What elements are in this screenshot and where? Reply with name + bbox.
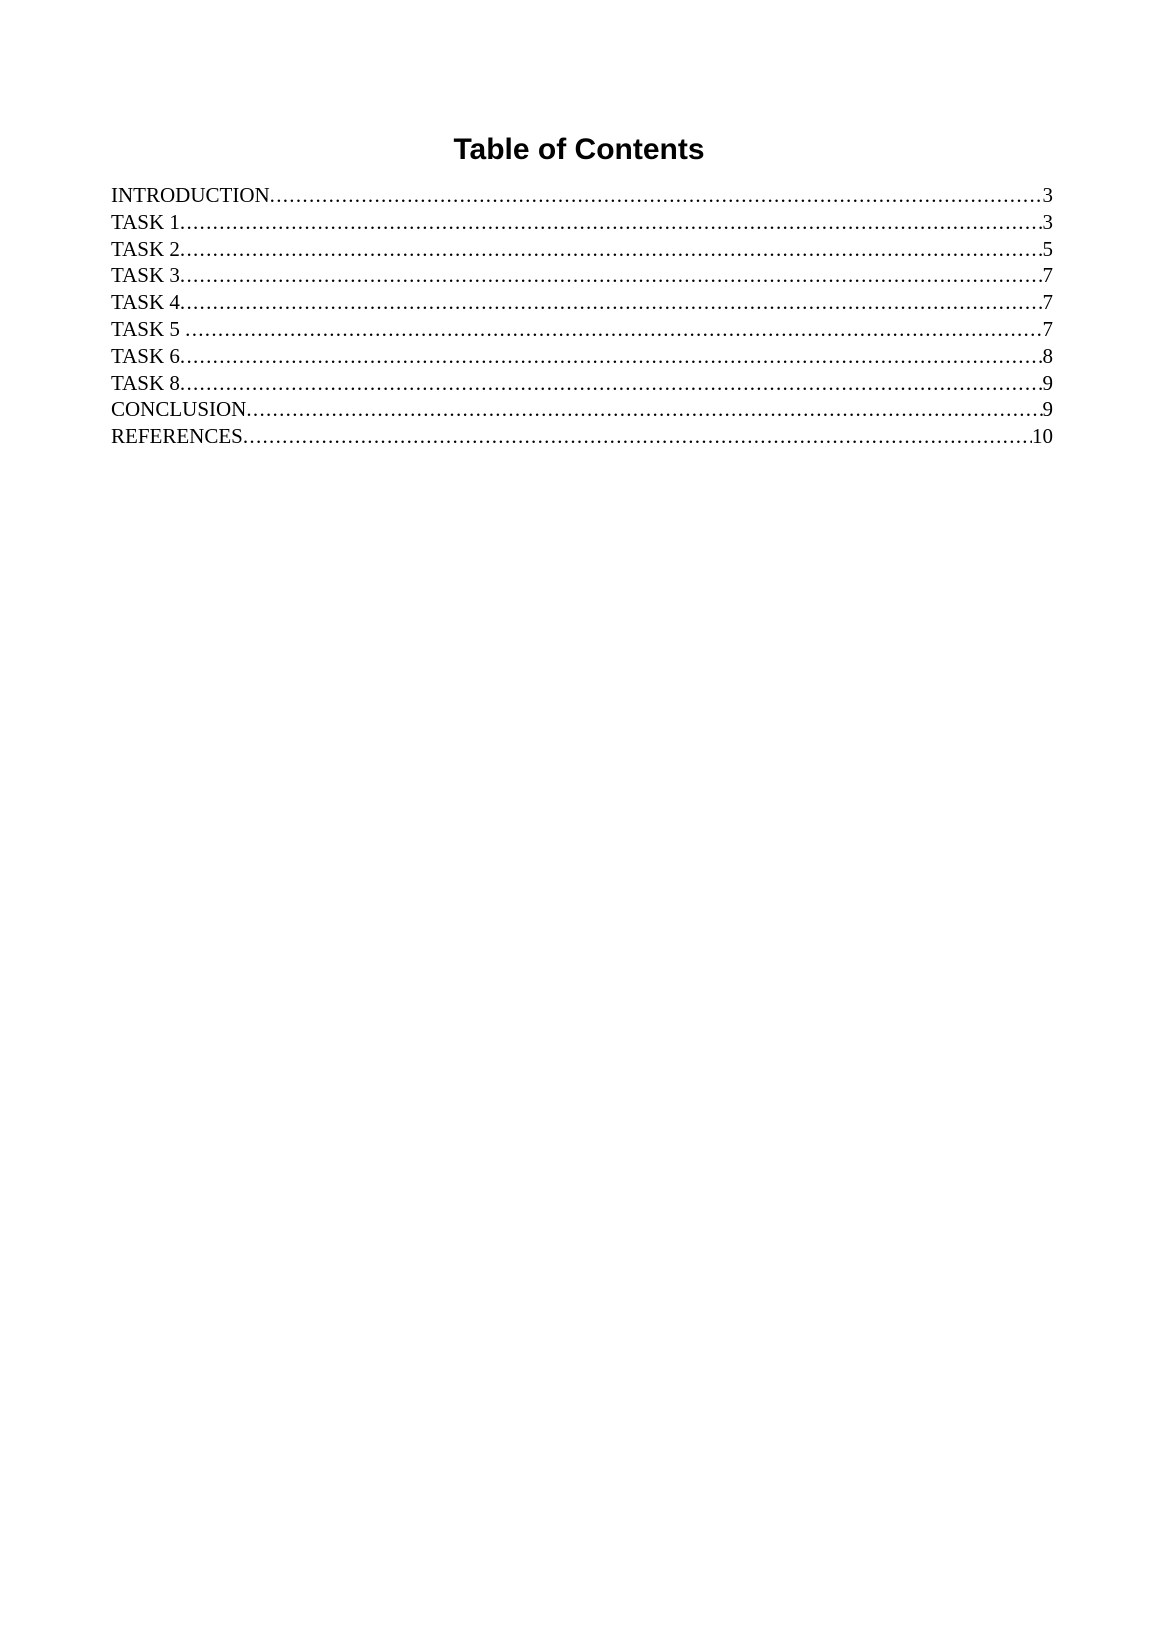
toc-entry-label: TASK 4: [111, 290, 180, 315]
toc-entry-page-number: 5: [1042, 236, 1053, 261]
toc-entry-label: REFERENCES: [111, 424, 243, 449]
toc-entry-label: TASK 6: [111, 343, 180, 368]
toc-entry-task-2[interactable]: [111, 236, 1053, 263]
toc-entry-page-number: 10: [1032, 424, 1053, 449]
toc-entry-label: CONCLUSION: [111, 397, 247, 422]
toc-entry-label: TASK 1: [111, 209, 180, 234]
toc-entry-label: TASK 3: [111, 263, 180, 288]
toc-entry-page-number: 7: [1042, 316, 1053, 341]
toc-entry-label: TASK 5: [111, 316, 186, 341]
toc-entry-page-number: 7: [1042, 263, 1053, 288]
toc-entry-page-number: 9: [1042, 370, 1053, 395]
toc-entry-label: TASK 8: [111, 370, 180, 395]
toc-entry-label: INTRODUCTION: [111, 183, 270, 207]
toc-entry-task-6[interactable]: [111, 343, 1053, 370]
toc-dot-leader: [243, 423, 1032, 450]
toc-dot-leader: [270, 182, 1043, 209]
toc-dot-leader: [180, 370, 1043, 397]
toc-entry-introduction[interactable]: [111, 182, 1053, 209]
toc-dot-leader: [246, 396, 1042, 423]
toc-dot-leader: [180, 236, 1043, 263]
toc-dot-leader: [180, 209, 1043, 236]
toc-entry-page-number: 8: [1042, 343, 1053, 368]
toc-dot-leader: [180, 343, 1043, 370]
toc-entry-task-5[interactable]: [111, 316, 1053, 343]
toc-entry-label: TASK 2: [111, 236, 180, 261]
toc-list: [111, 182, 1053, 450]
toc-entry-page-number: 9: [1042, 397, 1053, 422]
toc-entry-task-4[interactable]: [111, 289, 1053, 316]
toc-entry-page-number: 7: [1042, 290, 1053, 315]
toc-entry-task-3[interactable]: [111, 262, 1053, 289]
toc-entry-page-number: 3: [1042, 209, 1053, 234]
toc-dot-leader: [180, 262, 1043, 289]
toc-entry-page-number: 3: [1042, 183, 1053, 207]
toc-entry-task-8[interactable]: [111, 370, 1053, 397]
toc-dot-leader: [185, 316, 1042, 343]
toc-entry-task-1[interactable]: [111, 209, 1053, 236]
toc-title: Table of Contents: [453, 133, 705, 166]
toc-dot-leader: [180, 289, 1043, 316]
toc-entry-conclusion[interactable]: [111, 396, 1053, 423]
toc-entry-references[interactable]: [111, 423, 1053, 450]
